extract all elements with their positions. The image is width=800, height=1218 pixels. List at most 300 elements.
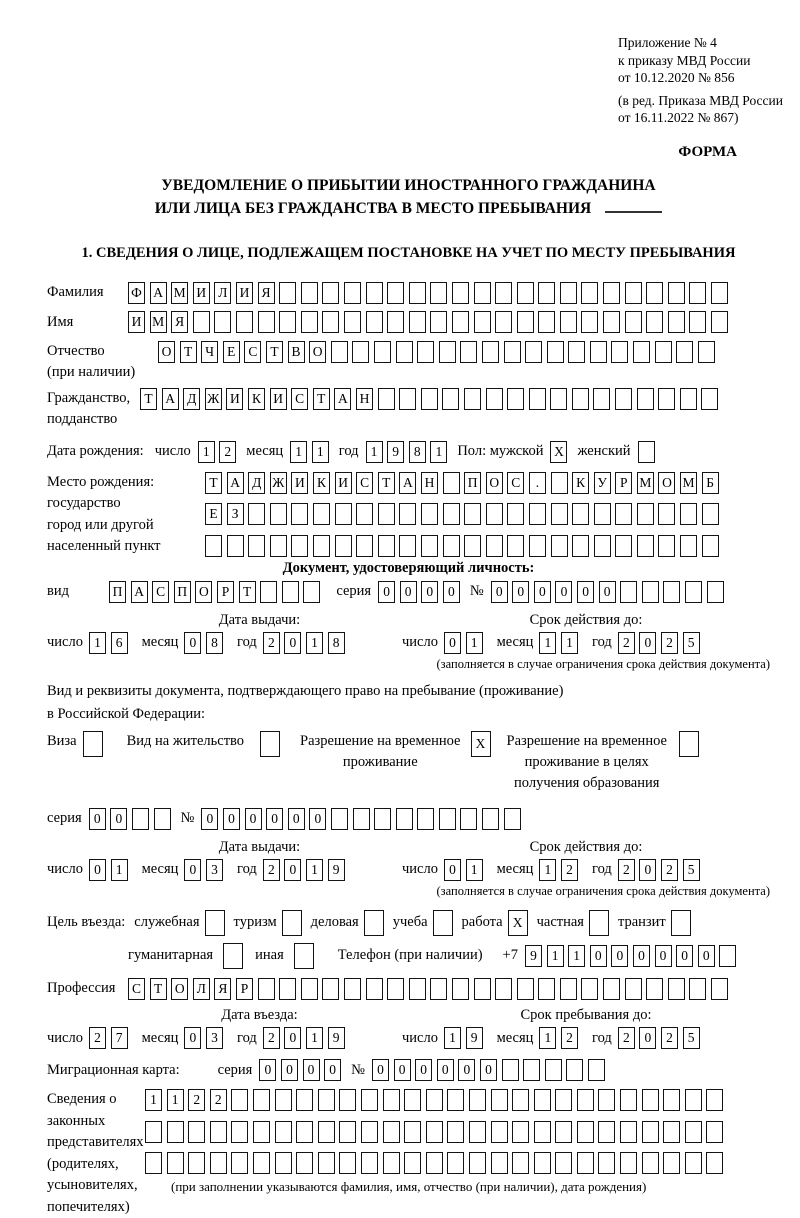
char-box[interactable]: 0 <box>698 945 715 967</box>
char-box[interactable] <box>529 535 546 557</box>
char-box[interactable] <box>275 1152 292 1174</box>
char-box[interactable] <box>399 503 416 525</box>
char-box[interactable] <box>167 1121 184 1143</box>
char-box[interactable]: Д <box>183 388 200 410</box>
char-box[interactable]: Т <box>239 581 256 603</box>
purpose-private-checkbox[interactable] <box>589 910 609 936</box>
char-box[interactable]: В <box>288 341 305 363</box>
char-box[interactable] <box>486 503 503 525</box>
char-box[interactable]: К <box>248 388 265 410</box>
char-box[interactable] <box>588 1059 605 1081</box>
char-box[interactable] <box>671 910 691 936</box>
char-box[interactable]: О <box>486 472 503 494</box>
char-box[interactable] <box>668 282 685 304</box>
char-box[interactable]: 2 <box>618 632 635 654</box>
char-box[interactable] <box>594 535 611 557</box>
char-box[interactable] <box>452 311 469 333</box>
char-box[interactable] <box>426 1152 443 1174</box>
char-box[interactable] <box>637 503 654 525</box>
char-box[interactable]: 0 <box>288 808 305 830</box>
char-box[interactable] <box>188 1152 205 1174</box>
sex-male-checkbox[interactable] <box>550 441 567 463</box>
char-box[interactable] <box>663 1121 680 1143</box>
char-box[interactable]: 9 <box>387 441 404 463</box>
char-box[interactable] <box>430 978 447 1000</box>
char-box[interactable] <box>572 503 589 525</box>
char-box[interactable] <box>534 1152 551 1174</box>
char-box[interactable] <box>529 388 546 410</box>
char-box[interactable]: 1 <box>312 441 329 463</box>
temp-permit-checkbox[interactable] <box>471 731 491 757</box>
char-box[interactable]: 0 <box>599 581 616 603</box>
char-box[interactable]: Ж <box>205 388 222 410</box>
char-box[interactable] <box>517 282 534 304</box>
char-box[interactable] <box>615 388 632 410</box>
char-box[interactable] <box>356 503 373 525</box>
char-box[interactable] <box>443 472 460 494</box>
char-box[interactable] <box>620 1089 637 1111</box>
char-box[interactable] <box>258 978 275 1000</box>
char-box[interactable]: И <box>236 282 253 304</box>
char-box[interactable]: 9 <box>525 945 542 967</box>
char-box[interactable] <box>331 808 348 830</box>
char-box[interactable]: С <box>507 472 524 494</box>
char-box[interactable] <box>495 311 512 333</box>
char-box[interactable] <box>296 1089 313 1111</box>
char-box[interactable]: 3 <box>206 859 223 881</box>
char-box[interactable] <box>132 808 149 830</box>
char-box[interactable] <box>689 311 706 333</box>
char-box[interactable]: 1 <box>561 632 578 654</box>
char-box[interactable]: 0 <box>415 1059 432 1081</box>
char-box[interactable]: 9 <box>328 859 345 881</box>
char-box[interactable] <box>551 535 568 557</box>
purpose-humanitarian-checkbox[interactable] <box>223 943 243 969</box>
char-box[interactable] <box>637 388 654 410</box>
char-box[interactable] <box>625 282 642 304</box>
char-box[interactable]: А <box>131 581 148 603</box>
char-box[interactable]: 2 <box>561 859 578 881</box>
char-box[interactable]: 1 <box>89 632 106 654</box>
char-box[interactable] <box>318 1121 335 1143</box>
char-box[interactable]: X <box>471 731 491 757</box>
char-box[interactable]: П <box>174 581 191 603</box>
char-box[interactable] <box>534 1089 551 1111</box>
char-box[interactable] <box>248 535 265 557</box>
char-box[interactable]: 6 <box>111 632 128 654</box>
char-box[interactable] <box>426 1089 443 1111</box>
char-box[interactable] <box>707 581 724 603</box>
char-box[interactable] <box>642 1089 659 1111</box>
char-box[interactable]: 0 <box>639 859 656 881</box>
char-box[interactable] <box>469 1121 486 1143</box>
char-box[interactable]: 9 <box>328 1027 345 1049</box>
char-box[interactable] <box>711 311 728 333</box>
char-box[interactable] <box>566 1059 583 1081</box>
char-box[interactable] <box>335 535 352 557</box>
char-box[interactable] <box>625 311 642 333</box>
char-box[interactable]: X <box>550 441 567 463</box>
char-box[interactable]: 0 <box>421 581 438 603</box>
char-box[interactable] <box>655 341 672 363</box>
char-box[interactable]: 5 <box>683 1027 700 1049</box>
char-box[interactable] <box>387 978 404 1000</box>
char-box[interactable] <box>668 311 685 333</box>
char-box[interactable] <box>409 978 426 1000</box>
char-box[interactable] <box>593 388 610 410</box>
char-box[interactable] <box>378 503 395 525</box>
char-box[interactable] <box>339 1121 356 1143</box>
char-box[interactable]: Т <box>205 472 222 494</box>
char-box[interactable]: Ж <box>270 472 287 494</box>
char-box[interactable] <box>620 581 637 603</box>
char-box[interactable] <box>491 1121 508 1143</box>
char-box[interactable] <box>399 535 416 557</box>
char-box[interactable]: 0 <box>245 808 262 830</box>
char-box[interactable]: М <box>150 311 167 333</box>
char-box[interactable] <box>663 1152 680 1174</box>
char-box[interactable]: М <box>637 472 654 494</box>
char-box[interactable] <box>572 535 589 557</box>
char-box[interactable]: 0 <box>458 1059 475 1081</box>
char-box[interactable] <box>193 311 210 333</box>
char-box[interactable] <box>555 1089 572 1111</box>
char-box[interactable]: 8 <box>409 441 426 463</box>
char-box[interactable]: 0 <box>284 632 301 654</box>
char-box[interactable] <box>339 1152 356 1174</box>
char-box[interactable]: О <box>171 978 188 1000</box>
char-box[interactable] <box>378 388 395 410</box>
char-box[interactable] <box>638 441 655 463</box>
char-box[interactable] <box>145 1121 162 1143</box>
char-box[interactable] <box>679 731 699 757</box>
char-box[interactable]: 7 <box>111 1027 128 1049</box>
char-box[interactable] <box>460 341 477 363</box>
char-box[interactable]: 0 <box>259 1059 276 1081</box>
char-box[interactable] <box>598 1089 615 1111</box>
char-box[interactable]: X <box>508 910 528 936</box>
char-box[interactable] <box>512 1121 529 1143</box>
char-box[interactable]: М <box>680 472 697 494</box>
char-box[interactable] <box>442 388 459 410</box>
char-box[interactable]: 2 <box>263 859 280 881</box>
char-box[interactable] <box>680 535 697 557</box>
char-box[interactable] <box>547 341 564 363</box>
char-box[interactable] <box>318 1089 335 1111</box>
char-box[interactable] <box>383 1089 400 1111</box>
char-box[interactable]: 0 <box>184 632 201 654</box>
char-box[interactable] <box>154 808 171 830</box>
char-box[interactable]: У <box>594 472 611 494</box>
char-box[interactable]: 1 <box>568 945 585 967</box>
char-box[interactable] <box>260 581 277 603</box>
char-box[interactable] <box>685 1089 702 1111</box>
char-box[interactable] <box>258 311 275 333</box>
char-box[interactable] <box>83 731 103 757</box>
char-box[interactable] <box>374 808 391 830</box>
char-box[interactable]: 0 <box>611 945 628 967</box>
char-box[interactable] <box>339 1089 356 1111</box>
char-box[interactable]: О <box>195 581 212 603</box>
char-box[interactable] <box>205 535 222 557</box>
char-box[interactable] <box>439 808 456 830</box>
char-box[interactable]: 0 <box>284 859 301 881</box>
char-box[interactable] <box>689 978 706 1000</box>
char-box[interactable]: С <box>128 978 145 1000</box>
char-box[interactable]: 0 <box>324 1059 341 1081</box>
char-box[interactable]: Л <box>193 978 210 1000</box>
char-box[interactable]: 0 <box>372 1059 389 1081</box>
char-box[interactable] <box>356 535 373 557</box>
char-box[interactable]: 1 <box>466 859 483 881</box>
char-box[interactable] <box>523 1059 540 1081</box>
char-box[interactable]: Е <box>205 503 222 525</box>
char-box[interactable]: 2 <box>263 632 280 654</box>
char-box[interactable] <box>525 341 542 363</box>
char-box[interactable]: 0 <box>444 859 461 881</box>
char-box[interactable]: Р <box>236 978 253 1000</box>
char-box[interactable] <box>282 581 299 603</box>
char-box[interactable]: Я <box>171 311 188 333</box>
char-box[interactable]: Р <box>615 472 632 494</box>
char-box[interactable] <box>433 910 453 936</box>
char-box[interactable] <box>637 535 654 557</box>
char-box[interactable]: 0 <box>639 1027 656 1049</box>
char-box[interactable] <box>279 282 296 304</box>
char-box[interactable] <box>701 388 718 410</box>
char-box[interactable]: Т <box>266 341 283 363</box>
char-box[interactable]: 0 <box>184 1027 201 1049</box>
char-box[interactable] <box>366 282 383 304</box>
char-box[interactable]: Б <box>702 472 719 494</box>
char-box[interactable]: 0 <box>400 581 417 603</box>
char-box[interactable] <box>491 1152 508 1174</box>
char-box[interactable] <box>555 1152 572 1174</box>
char-box[interactable]: 0 <box>480 1059 497 1081</box>
char-box[interactable] <box>452 978 469 1000</box>
char-box[interactable] <box>495 282 512 304</box>
char-box[interactable] <box>589 910 609 936</box>
char-box[interactable] <box>404 1089 421 1111</box>
char-box[interactable]: 0 <box>491 581 508 603</box>
char-box[interactable] <box>482 341 499 363</box>
char-box[interactable] <box>711 978 728 1000</box>
char-box[interactable] <box>430 282 447 304</box>
char-box[interactable]: 1 <box>198 441 215 463</box>
char-box[interactable] <box>642 581 659 603</box>
char-box[interactable]: А <box>150 282 167 304</box>
char-box[interactable]: 0 <box>555 581 572 603</box>
char-box[interactable] <box>685 1121 702 1143</box>
char-box[interactable] <box>680 388 697 410</box>
char-box[interactable]: Т <box>150 978 167 1000</box>
char-box[interactable]: 0 <box>303 1059 320 1081</box>
char-box[interactable] <box>603 282 620 304</box>
char-box[interactable] <box>517 311 534 333</box>
char-box[interactable] <box>270 503 287 525</box>
char-box[interactable] <box>568 341 585 363</box>
char-box[interactable] <box>301 282 318 304</box>
char-box[interactable] <box>517 978 534 1000</box>
char-box[interactable]: И <box>226 388 243 410</box>
char-box[interactable] <box>538 978 555 1000</box>
char-box[interactable]: 2 <box>89 1027 106 1049</box>
char-box[interactable]: 1 <box>366 441 383 463</box>
char-box[interactable] <box>378 535 395 557</box>
char-box[interactable] <box>231 1089 248 1111</box>
char-box[interactable] <box>188 1121 205 1143</box>
char-box[interactable] <box>223 943 243 969</box>
char-box[interactable]: Д <box>248 472 265 494</box>
char-box[interactable] <box>399 388 416 410</box>
char-box[interactable] <box>318 1152 335 1174</box>
char-box[interactable]: 2 <box>188 1089 205 1111</box>
char-box[interactable] <box>534 1121 551 1143</box>
char-box[interactable] <box>387 311 404 333</box>
char-box[interactable] <box>417 341 434 363</box>
char-box[interactable] <box>611 341 628 363</box>
char-box[interactable] <box>469 1152 486 1174</box>
char-box[interactable]: И <box>270 388 287 410</box>
char-box[interactable] <box>260 731 280 757</box>
char-box[interactable] <box>581 282 598 304</box>
char-box[interactable] <box>625 978 642 1000</box>
char-box[interactable]: 1 <box>306 1027 323 1049</box>
char-box[interactable]: Л <box>214 282 231 304</box>
char-box[interactable]: 0 <box>184 859 201 881</box>
char-box[interactable] <box>615 503 632 525</box>
char-box[interactable] <box>507 535 524 557</box>
residence-permit-checkbox[interactable] <box>260 731 280 757</box>
char-box[interactable] <box>658 503 675 525</box>
char-box[interactable] <box>303 581 320 603</box>
char-box[interactable]: Ч <box>201 341 218 363</box>
edu-permit-checkbox[interactable] <box>679 731 699 757</box>
char-box[interactable]: 3 <box>206 1027 223 1049</box>
char-box[interactable] <box>474 978 491 1000</box>
char-box[interactable] <box>291 535 308 557</box>
char-box[interactable]: 1 <box>466 632 483 654</box>
char-box[interactable] <box>572 388 589 410</box>
char-box[interactable] <box>296 1121 313 1143</box>
char-box[interactable]: 0 <box>443 581 460 603</box>
char-box[interactable] <box>504 808 521 830</box>
char-box[interactable] <box>447 1089 464 1111</box>
char-box[interactable] <box>421 503 438 525</box>
char-box[interactable] <box>646 978 663 1000</box>
char-box[interactable]: Н <box>421 472 438 494</box>
char-box[interactable] <box>495 978 512 1000</box>
char-box[interactable]: Т <box>378 472 395 494</box>
char-box[interactable] <box>486 388 503 410</box>
char-box[interactable]: 0 <box>284 1027 301 1049</box>
char-box[interactable] <box>344 311 361 333</box>
char-box[interactable] <box>560 282 577 304</box>
char-box[interactable]: Т <box>140 388 157 410</box>
char-box[interactable] <box>577 1152 594 1174</box>
char-box[interactable] <box>322 311 339 333</box>
char-box[interactable]: Я <box>258 282 275 304</box>
char-box[interactable]: 1 <box>444 1027 461 1049</box>
char-box[interactable]: 1 <box>539 1027 556 1049</box>
char-box[interactable]: 1 <box>306 632 323 654</box>
char-box[interactable] <box>615 535 632 557</box>
char-box[interactable] <box>620 1152 637 1174</box>
char-box[interactable]: З <box>227 503 244 525</box>
char-box[interactable] <box>502 1059 519 1081</box>
char-box[interactable] <box>301 311 318 333</box>
char-box[interactable] <box>296 1152 313 1174</box>
char-box[interactable] <box>668 978 685 1000</box>
title-blank-line[interactable] <box>605 197 662 213</box>
char-box[interactable]: О <box>658 472 675 494</box>
char-box[interactable] <box>658 535 675 557</box>
purpose-tourism-checkbox[interactable] <box>282 910 302 936</box>
char-box[interactable] <box>685 581 702 603</box>
char-box[interactable] <box>383 1152 400 1174</box>
char-box[interactable] <box>538 282 555 304</box>
char-box[interactable] <box>387 282 404 304</box>
char-box[interactable] <box>464 503 481 525</box>
char-box[interactable]: 2 <box>210 1089 227 1111</box>
char-box[interactable] <box>474 282 491 304</box>
char-box[interactable]: 5 <box>683 632 700 654</box>
char-box[interactable] <box>421 535 438 557</box>
char-box[interactable] <box>231 1121 248 1143</box>
char-box[interactable]: А <box>334 388 351 410</box>
char-box[interactable]: 0 <box>534 581 551 603</box>
char-box[interactable]: 0 <box>201 808 218 830</box>
char-box[interactable] <box>279 311 296 333</box>
char-box[interactable] <box>529 503 546 525</box>
char-box[interactable] <box>702 535 719 557</box>
char-box[interactable]: 1 <box>430 441 447 463</box>
char-box[interactable]: 0 <box>281 1059 298 1081</box>
purpose-transit-checkbox[interactable] <box>671 910 691 936</box>
char-box[interactable] <box>676 341 693 363</box>
char-box[interactable]: А <box>162 388 179 410</box>
char-box[interactable]: П <box>109 581 126 603</box>
char-box[interactable] <box>270 535 287 557</box>
char-box[interactable]: П <box>464 472 481 494</box>
char-box[interactable] <box>291 503 308 525</box>
char-box[interactable] <box>344 978 361 1000</box>
char-box[interactable] <box>474 311 491 333</box>
char-box[interactable] <box>594 503 611 525</box>
char-box[interactable] <box>598 1152 615 1174</box>
char-box[interactable] <box>409 282 426 304</box>
char-box[interactable]: 1 <box>290 441 307 463</box>
char-box[interactable] <box>294 943 314 969</box>
char-box[interactable] <box>698 341 715 363</box>
char-box[interactable] <box>464 535 481 557</box>
char-box[interactable] <box>322 978 339 1000</box>
char-box[interactable] <box>504 341 521 363</box>
char-box[interactable]: 1 <box>111 859 128 881</box>
char-box[interactable] <box>404 1152 421 1174</box>
char-box[interactable]: 2 <box>618 1027 635 1049</box>
char-box[interactable] <box>396 341 413 363</box>
char-box[interactable] <box>447 1121 464 1143</box>
char-box[interactable]: Е <box>223 341 240 363</box>
char-box[interactable] <box>577 1121 594 1143</box>
char-box[interactable] <box>253 1089 270 1111</box>
char-box[interactable]: 0 <box>577 581 594 603</box>
char-box[interactable]: 0 <box>512 581 529 603</box>
char-box[interactable] <box>551 472 568 494</box>
char-box[interactable]: С <box>244 341 261 363</box>
char-box[interactable] <box>685 1152 702 1174</box>
